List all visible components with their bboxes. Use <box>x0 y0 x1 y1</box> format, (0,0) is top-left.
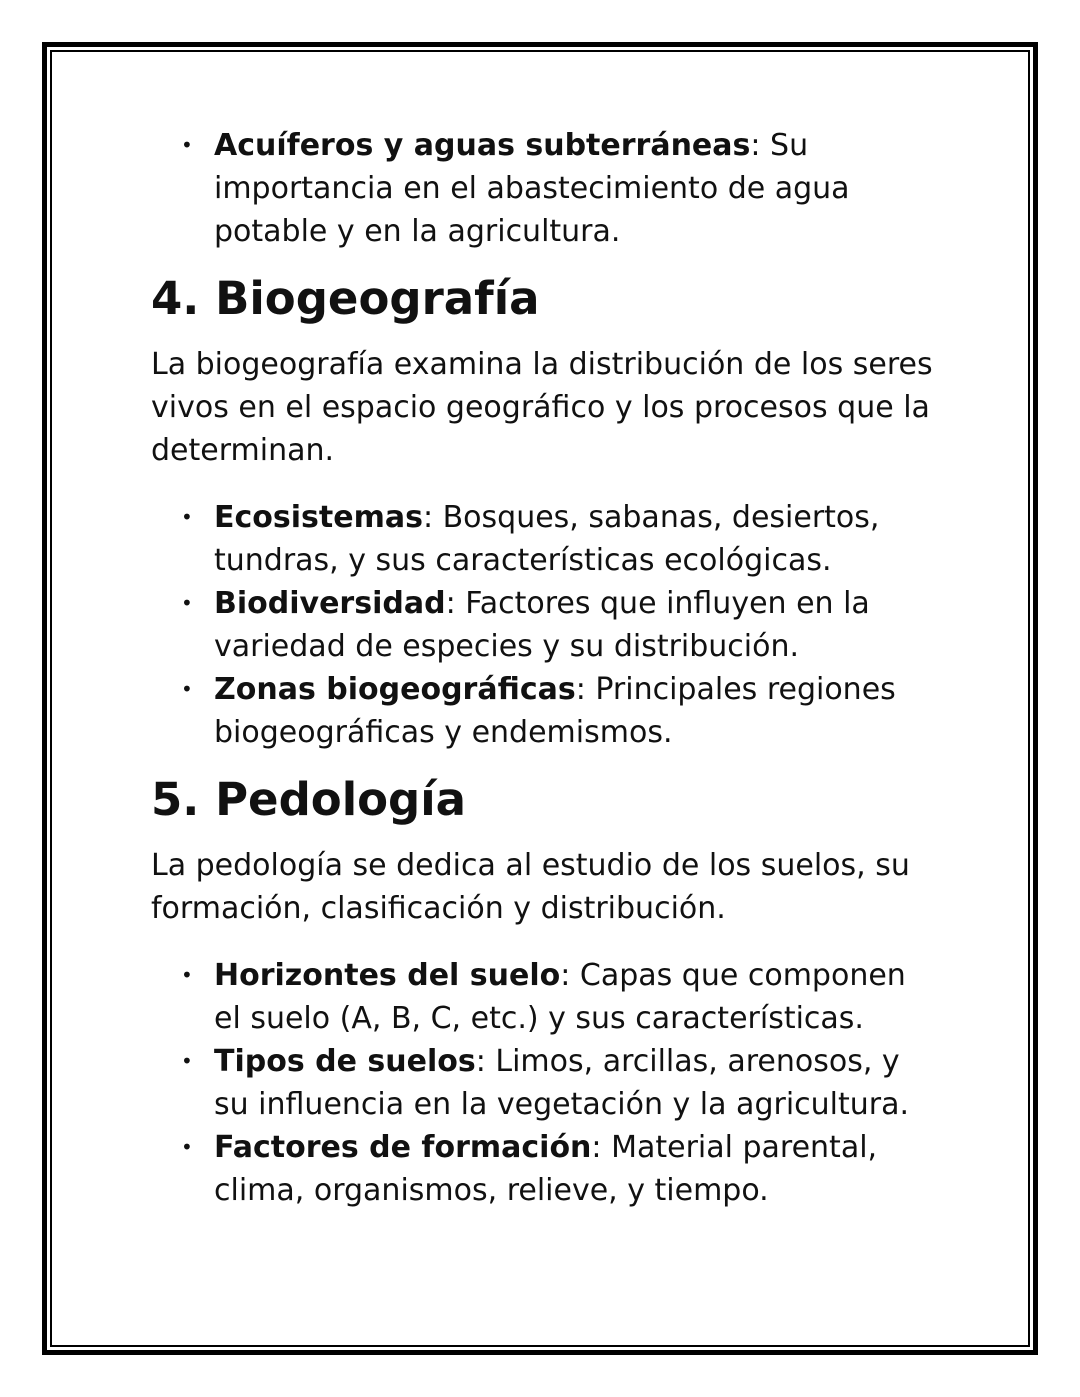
list-item-term: Ecosistemas <box>214 500 423 535</box>
list-item-separator: : <box>445 586 466 621</box>
list-item <box>151 1040 941 1126</box>
list-item-separator: : <box>750 128 771 163</box>
list-item-separator: : <box>475 1044 496 1079</box>
section-paragraph-biogeografia: La biogeografía examina la distribución de los seres vivos en el espacio geográfico y los procesos que la determinan. <box>151 347 933 468</box>
list-item-term: Zonas biogeográficas <box>214 672 576 707</box>
list-item-text: Material parental, clima, organismos, relieve, y tiempo. <box>214 1130 878 1208</box>
list-item-text: Factores que influyen en la variedad de especies y su distribución. <box>214 586 870 664</box>
list-item <box>151 1126 941 1212</box>
section-heading-pedologia: 5. Pedología <box>151 773 467 826</box>
list-item <box>151 124 941 253</box>
list-item-text: Bosques, sabanas, desiertos, tundras, y sus características ecológicas. <box>214 500 880 578</box>
bullet-list-biogeografia <box>151 496 941 754</box>
section-paragraph-pedologia: La pedología se dedica al estudio de los suelos, su formación, clasificación y distribución. <box>151 848 910 926</box>
list-item-separator: : <box>575 672 596 707</box>
list-item-text: Capas que componen el suelo (A, B, C, etc.) y sus características. <box>214 958 906 1036</box>
intro-bullet-list <box>151 124 941 253</box>
document-body <box>151 124 941 1212</box>
list-item <box>151 582 941 668</box>
list-item-text: Su importancia en el abastecimiento de agua potable y en la agricultura. <box>214 128 850 249</box>
list-item-term: Horizontes del suelo <box>214 958 561 993</box>
list-item-term: Tipos de suelos <box>214 1044 476 1079</box>
list-item <box>151 668 941 754</box>
list-item-separator: : <box>560 958 580 993</box>
list-item-term: Acuíferos y aguas subterráneas <box>214 128 751 163</box>
list-item-text: Principales regiones biogeográficas y endemismos. <box>214 672 896 750</box>
list-item <box>151 954 941 1040</box>
list-item-separator: : <box>591 1130 612 1165</box>
list-item-term: Biodiversidad <box>214 586 446 621</box>
bullet-list-pedologia <box>151 954 941 1212</box>
section-heading-biogeografia: 4. Biogeografía <box>151 272 540 325</box>
list-item-term: Factores de formación <box>214 1130 592 1165</box>
list-item-text: Limos, arcillas, arenosos, y su influencia en la vegetación y la agricultura. <box>214 1044 910 1122</box>
list-item-separator: : <box>422 500 443 535</box>
list-item <box>151 496 941 582</box>
